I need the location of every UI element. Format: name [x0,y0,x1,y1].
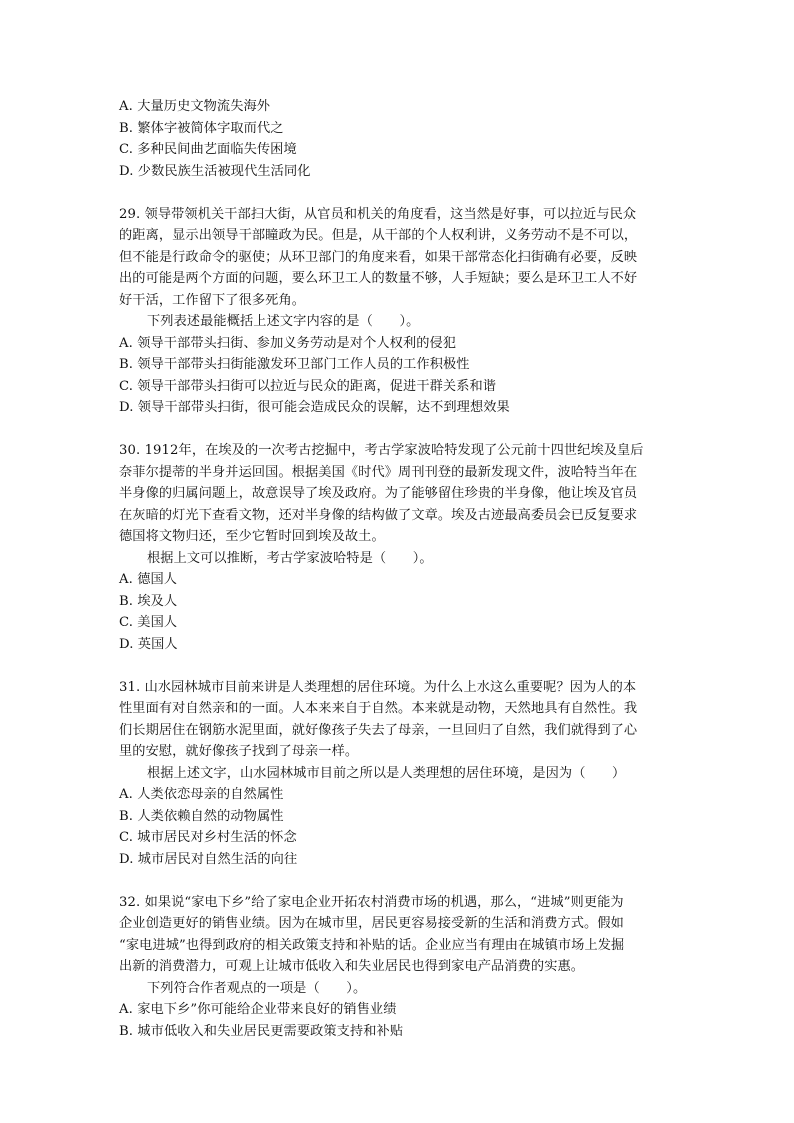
q32-option-a: A. 家电下乡”你可能给企业带来良好的销售业绩 [119,1002,397,1017]
option-a: A. 大量历史文物流失海外 [119,99,271,114]
question-31 [119,677,679,871]
q32-passage-line: 出新的消费潜力，可观上让城市低收入和失业居民也得到家电产品消费的实惠。 [119,959,585,974]
question-29 [119,204,679,419]
q30-stem: 根据上文可以推断，考古学家波哈特是（ ）。 [147,550,433,566]
document-page [119,96,679,1042]
q31-passage-line: 们长期居住在钢筋水泥里面，就好像孩子失去了母亲，一旦回归了自然，我们就得到了心 [119,722,638,738]
option-c: C. 多种民间曲艺面临失传困境 [119,142,297,157]
q31-option-c: C. 城市居民对乡村生活的怀念 [119,830,297,845]
q30-option-a: A. 德国人 [119,572,178,587]
q31-passage-line: 里的安慰，就好像孩子找到了母亲一样。 [119,744,359,759]
q29-stem: 下列表述最能概括上述文字内容的是（ ）。 [147,314,420,329]
q30-option-d: D. 英国人 [119,636,178,652]
q30-passage-line: 半身像的归属问题上，故意误导了埃及政府。为了能够留住珍贵的半身像，他让埃及官员 [119,486,638,501]
q28-options [119,96,679,182]
q29-option-c: C. 领导干部带头扫街可以拉近与民众的距离，促进干群关系和谐 [119,378,497,394]
q32-option-b: B. 城市低收入和失业居民更需要政策支持和补贴 [119,1023,404,1039]
q32-stem: 下列符合作者观点的一项是（ ）。 [147,980,367,996]
q29-passage-line: 29. 领导带领机关干部扫大街，从官员和机关的角度看，这当然是好事，可以拉近与民众 [119,206,637,222]
q31-option-b: B. 人类依赖自然的动物属性 [119,808,284,824]
q30-passage-line: 德国将文物归还，至少它暂时回到埃及故土。 [119,529,385,544]
option-d: D. 少数民族生活被现代生活同化 [119,163,311,179]
q29-option-a: A. 领导干部带头扫街、参加义务劳动是对个人权利的侵犯 [119,335,457,351]
q30-passage-line: 30. 1912年，在埃及的一次考古挖掘中，考古学家波哈特发现了公元前十四世纪埃及皇后 [119,443,644,458]
question-30 [119,440,679,655]
q30-passage-line: 奈菲尔提蒂的半身并运回国。根据美国《时代》周刊刊登的最新发现文件，波哈特当年在 [119,464,638,480]
q31-option-d: D. 城市居民对自然生活的向往 [119,851,298,867]
q29-passage-line: 的距离，显示出领导干部瞳政为民。但是，从干部的个人权利讲，义务劳动不是不可以， [119,228,638,243]
q31-stem: 根据上述文字，山水园林城市目前之所以是人类理想的居住环境，是因为（ ） [147,765,626,781]
q32-passage-line: “家电进城”也得到政府的相关政策支持和补贴的话。企业应当有理由在城镇市场上发掘 [119,937,625,953]
question-32 [119,892,679,1043]
q30-option-b: B. 埃及人 [119,593,178,609]
q31-passage-line: 31. 山水园林城市目前来讲是人类理想的居住环境。为什么上水这么重要呢？因为人的本 [119,679,637,695]
q32-passage-line: 企业创造更好的销售业绩。因为在城市里，居民更容易接受新的生活和消费方式。假如 [119,916,624,931]
q32-passage-line: 32. 如果说“家电下乡”给了家电企业开拓农村消费市场的机遇，那么，“进城”则更能为 [119,894,624,910]
option-b: B. 繁体字被简体字取而代之 [119,120,284,136]
q29-passage-line: 好干活，工作留下了很多死角。 [119,292,306,308]
q30-passage-line: 在灰暗的灯光下查看文物，还对半身像的结构做了文章。埃及古迹最高委员会已反复要求 [119,507,638,523]
q29-option-d: D. 领导干部带头扫街，很可能会造成民众的误解，达不到理想效果 [119,400,510,415]
q29-passage-line: 但不能是行政命令的驱使；从环卫部门的角度来看，如果干部常态化扫街确有必要，反映 [119,249,638,265]
q29-passage-line: 出的可能是两个方面的问题，要么环卫工人的数量不够，人手短缺；要么是环卫工人不好 [119,271,638,286]
q30-option-c: C. 美国人 [119,615,178,630]
q31-passage-line: 性里面有对自然亲和的一面。人本来来自于自然。本来就是动物，天然地具有自然性。我 [119,701,638,716]
q31-option-a: A. 人类依恋母亲的自然属性 [119,787,284,802]
q29-option-b: B. 领导干部带头扫街能激发环卫部门工作人员的工作积极性 [119,357,470,372]
